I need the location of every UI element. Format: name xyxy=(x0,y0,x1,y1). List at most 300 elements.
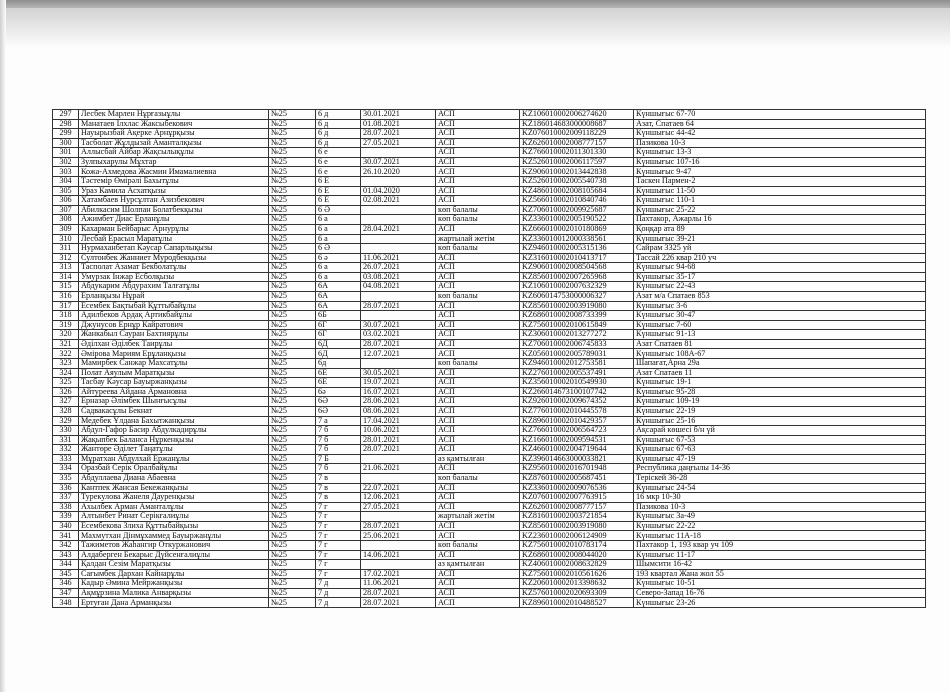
class-name-cell: 6 д xyxy=(316,110,361,120)
benefit-category-cell: АСП xyxy=(436,110,520,120)
row-number-cell: 347 xyxy=(53,588,79,598)
class-name-cell: 6Ә xyxy=(316,397,361,407)
row-number-cell: 338 xyxy=(53,502,79,512)
payment-date-cell: 10.06.2021 xyxy=(361,426,436,436)
table-row xyxy=(53,320,926,330)
home-address-cell: Күншығыс 9-47 xyxy=(634,167,926,177)
home-address-cell: Күншығыс 3-6 xyxy=(634,301,926,311)
row-number-cell: 309 xyxy=(53,224,79,234)
bank-account-cell: KZ356010002010549930 xyxy=(520,378,634,388)
student-name-cell: Нурмаханбетап Кәусар Сапарлықызы xyxy=(79,244,269,254)
school-number-cell: №25 xyxy=(269,359,316,369)
benefit-category-cell: АСП xyxy=(436,167,520,177)
home-address-cell: Күншығыс 10-51 xyxy=(634,579,926,589)
student-name-cell: Алтынбет Ринат Серікғалиұлы xyxy=(79,512,269,522)
class-name-cell: 6Б xyxy=(316,311,361,321)
class-name-cell: 6А xyxy=(316,301,361,311)
benefit-category-cell: АСП xyxy=(436,493,520,503)
home-address-cell: 193 квартал Жана жол 55 xyxy=(634,569,926,579)
school-number-cell: №25 xyxy=(269,282,316,292)
student-name-cell: Лесбай Ерасыл Маратұлы xyxy=(79,234,269,244)
class-name-cell: 7 б xyxy=(316,445,361,455)
home-address-cell: Күншығыс 25-16 xyxy=(634,416,926,426)
payment-date-cell xyxy=(361,454,436,464)
school-number-cell: №25 xyxy=(269,196,316,206)
bank-account-cell: KZ166010002009594531 xyxy=(520,435,634,445)
payment-date-cell: 12.06.2021 xyxy=(361,493,436,503)
row-number-cell: 319 xyxy=(53,320,79,330)
row-number-cell: 327 xyxy=(53,397,79,407)
bank-account-cell: KZ406010002008632829 xyxy=(520,560,634,570)
table-row xyxy=(53,301,926,311)
school-number-cell: №25 xyxy=(269,320,316,330)
payment-date-cell xyxy=(361,512,436,522)
payment-date-cell: 28.04.2021 xyxy=(361,224,436,234)
table-row xyxy=(53,454,926,464)
student-name-cell: Тәстемір Өмірәлі Бахытұлы xyxy=(79,177,269,187)
student-name-cell: Ажимбет Диас Ерланұлы xyxy=(79,215,269,225)
table-row xyxy=(53,330,926,340)
benefit-category-cell: АСП xyxy=(436,129,520,139)
home-address-cell: Азат Спатаев 11 xyxy=(634,368,926,378)
student-name-cell: Султонбек Жанниет Муродбекқызы xyxy=(79,253,269,263)
payment-date-cell: 28.06.2021 xyxy=(361,397,436,407)
benefit-category-cell: АСП xyxy=(436,521,520,531)
payment-date-cell: 26.07.2021 xyxy=(361,263,436,273)
table-row xyxy=(53,521,926,531)
school-number-cell: №25 xyxy=(269,426,316,436)
row-number-cell: 305 xyxy=(53,186,79,196)
benefit-category-cell: АСП xyxy=(436,138,520,148)
home-address-cell: Күншығыс 22-19 xyxy=(634,406,926,416)
row-number-cell: 304 xyxy=(53,177,79,187)
class-name-cell: 6 а xyxy=(316,215,361,225)
row-number-cell: 310 xyxy=(53,234,79,244)
school-number-cell: №25 xyxy=(269,368,316,378)
row-number-cell: 303 xyxy=(53,167,79,177)
school-number-cell: №25 xyxy=(269,483,316,493)
benefit-category-cell: АСП xyxy=(436,119,520,129)
row-number-cell: 298 xyxy=(53,119,79,129)
payment-date-cell xyxy=(361,234,436,244)
table-row xyxy=(53,569,926,579)
student-name-cell: Әмірова Мариям Ерұланқызы xyxy=(79,349,269,359)
payment-date-cell: 30.01.2021 xyxy=(361,110,436,120)
benefit-category-cell: АСП xyxy=(436,426,520,436)
benefit-category-cell: АСП xyxy=(436,464,520,474)
table-row xyxy=(53,541,926,551)
student-name-cell: Умурзак Інжар Есболқызы xyxy=(79,272,269,282)
bank-account-cell: KZ316010002010413717 xyxy=(520,253,634,263)
benefit-category-cell: АСП xyxy=(436,349,520,359)
home-address-cell: Күншығыс 67-63 xyxy=(634,445,926,455)
table-row xyxy=(53,483,926,493)
class-name-cell: 7 г xyxy=(316,512,361,522)
table-row xyxy=(53,224,926,234)
student-name-cell: Оразбай Серік Оралбайұлы xyxy=(79,464,269,474)
benefit-category-cell: АСП xyxy=(436,320,520,330)
school-number-cell: №25 xyxy=(269,588,316,598)
class-name-cell: 6Г xyxy=(316,320,361,330)
school-number-cell: №25 xyxy=(269,598,316,608)
row-number-cell: 345 xyxy=(53,569,79,579)
student-name-cell: Науырызбай Ақерке Арнұрқызы xyxy=(79,129,269,139)
benefit-category-cell: АСП xyxy=(436,339,520,349)
table-row xyxy=(53,387,926,397)
school-number-cell: №25 xyxy=(269,167,316,177)
school-number-cell: №25 xyxy=(269,301,316,311)
payment-date-cell: 12.07.2021 xyxy=(361,349,436,359)
home-address-cell: Күншығыс 24-54 xyxy=(634,483,926,493)
class-name-cell: 7 д xyxy=(316,579,361,589)
payment-date-cell: 28.07.2021 xyxy=(361,521,436,531)
home-address-cell: Северо-Запад 16-76 xyxy=(634,588,926,598)
payment-date-cell xyxy=(361,177,436,187)
page-fold-shadow xyxy=(0,8,950,48)
benefit-category-cell: АСП xyxy=(436,148,520,158)
benefit-category-cell: АСП xyxy=(436,588,520,598)
home-address-cell: Ақсарай көшесі б/н үй xyxy=(634,426,926,436)
row-number-cell: 320 xyxy=(53,330,79,340)
bank-account-cell: KZ336010002005190522 xyxy=(520,215,634,225)
bank-account-cell: KZ056010002005789031 xyxy=(520,349,634,359)
payment-date-cell: 02.08.2021 xyxy=(361,196,436,206)
bank-account-cell: KZ266014673100107742 xyxy=(520,387,634,397)
benefit-category-cell: АСП xyxy=(436,368,520,378)
benefit-category-cell: АСП xyxy=(436,502,520,512)
row-number-cell: 326 xyxy=(53,387,79,397)
row-number-cell: 323 xyxy=(53,359,79,369)
benefit-category-cell: АСП xyxy=(436,311,520,321)
school-number-cell: №25 xyxy=(269,541,316,551)
table-row xyxy=(53,272,926,282)
student-name-cell: Есембекова Злиха Құттыбайқызы xyxy=(79,521,269,531)
payment-date-cell: 01.04.2020 xyxy=(361,186,436,196)
benefit-category-cell: АСП xyxy=(436,330,520,340)
benefit-category-cell: АСП xyxy=(436,569,520,579)
class-name-cell: 6 е xyxy=(316,157,361,167)
class-name-cell: 6Е xyxy=(316,368,361,378)
home-address-cell: Күншығыс 22-43 xyxy=(634,282,926,292)
class-name-cell: 7 г xyxy=(316,502,361,512)
school-number-cell: №25 xyxy=(269,234,316,244)
row-number-cell: 341 xyxy=(53,531,79,541)
school-number-cell: №25 xyxy=(269,531,316,541)
table-row xyxy=(53,186,926,196)
class-name-cell: 6 Е xyxy=(316,186,361,196)
benefit-category-cell: АСП xyxy=(436,301,520,311)
payment-date-cell: 28.07.2021 xyxy=(361,339,436,349)
bank-account-cell: KZ686010002008733399 xyxy=(520,311,634,321)
class-name-cell: 6Е xyxy=(316,378,361,388)
bank-account-cell: KZ956010002016701948 xyxy=(520,464,634,474)
table-body xyxy=(53,110,926,608)
school-number-cell: №25 xyxy=(269,387,316,397)
student-name-cell: Алдаберген Бекарыс Дүйсенғалиұлы xyxy=(79,550,269,560)
school-number-cell: №25 xyxy=(269,464,316,474)
student-name-cell: Мамирбек Санжар Махсатұлы xyxy=(79,359,269,369)
row-number-cell: 315 xyxy=(53,282,79,292)
home-address-cell: Күншығыс 11А-18 xyxy=(634,531,926,541)
table-row xyxy=(53,129,926,139)
benefit-category-cell: АСП xyxy=(436,483,520,493)
class-name-cell: 6А xyxy=(316,282,361,292)
student-name-cell: Тасполат Азамат Бекболатұлы xyxy=(79,263,269,273)
payment-date-cell: 30.05.2021 xyxy=(361,368,436,378)
home-address-cell: Күншығыс 11-17 xyxy=(634,550,926,560)
payment-date-cell xyxy=(361,205,436,215)
table-row xyxy=(53,579,926,589)
student-name-cell: Тасболат Жұлдызай Аманталқызы xyxy=(79,138,269,148)
row-number-cell: 314 xyxy=(53,272,79,282)
student-name-cell: Айтуреева Айдана Армановна xyxy=(79,387,269,397)
home-address-cell: Күншығыс 35-17 xyxy=(634,272,926,282)
row-number-cell: 316 xyxy=(53,291,79,301)
table-row xyxy=(53,560,926,570)
table-row xyxy=(53,234,926,244)
class-name-cell: 7 г xyxy=(316,541,361,551)
bank-account-cell: KZ466010002004719644 xyxy=(520,445,634,455)
benefit-category-cell: көп балалы xyxy=(436,215,520,225)
row-number-cell: 340 xyxy=(53,521,79,531)
payment-date-cell xyxy=(361,359,436,369)
row-number-cell: 334 xyxy=(53,464,79,474)
payment-date-cell xyxy=(361,560,436,570)
student-name-cell: Садвакасұлы Бекнат xyxy=(79,406,269,416)
table-row xyxy=(53,473,926,483)
student-name-cell: Зулпыхарулы Мұхтар xyxy=(79,157,269,167)
class-name-cell: 7 б xyxy=(316,435,361,445)
row-number-cell: 346 xyxy=(53,579,79,589)
home-address-cell: Пахтакор 1, 193 квар уч 109 xyxy=(634,541,926,551)
student-name-cell: Джунусов Ернұр Кайратович xyxy=(79,320,269,330)
class-name-cell: 7 в xyxy=(316,493,361,503)
bank-account-cell: KZ816010002003721854 xyxy=(520,512,634,522)
school-number-cell: №25 xyxy=(269,550,316,560)
school-number-cell: №25 xyxy=(269,445,316,455)
home-address-cell: Пазикова 10-3 xyxy=(634,502,926,512)
benefit-category-cell: көп балалы xyxy=(436,359,520,369)
payment-date-cell: 03.08.2021 xyxy=(361,272,436,282)
school-number-cell: №25 xyxy=(269,311,316,321)
home-address-cell: Күншығыс 30-47 xyxy=(634,311,926,321)
benefit-category-cell: АСП xyxy=(436,387,520,397)
student-name-cell: Есембек Бақтыбай Құттыбайұлы xyxy=(79,301,269,311)
table-row xyxy=(53,282,926,292)
table-row xyxy=(53,550,926,560)
bank-account-cell: KZ606014753000006327 xyxy=(520,291,634,301)
home-address-cell: Шымсити 16-42 xyxy=(634,560,926,570)
school-number-cell: №25 xyxy=(269,215,316,225)
class-name-cell: 6 д xyxy=(316,119,361,129)
row-number-cell: 325 xyxy=(53,378,79,388)
bank-account-cell: KZ896010002010429357 xyxy=(520,416,634,426)
benefit-category-cell: көп балалы xyxy=(436,541,520,551)
bank-account-cell: KZ566010002010840746 xyxy=(520,196,634,206)
payment-date-cell: 08.06.2021 xyxy=(361,406,436,416)
benefit-category-cell: көп балалы xyxy=(436,473,520,483)
bank-account-cell: KZ336010002009076536 xyxy=(520,483,634,493)
bank-account-cell: KZ776010002010445578 xyxy=(520,406,634,416)
school-number-cell: №25 xyxy=(269,512,316,522)
school-number-cell: №25 xyxy=(269,579,316,589)
row-number-cell: 329 xyxy=(53,416,79,426)
row-number-cell: 297 xyxy=(53,110,79,120)
home-address-cell: Республика даңғылы 14-36 xyxy=(634,464,926,474)
home-address-cell: Күншығыс 107-16 xyxy=(634,157,926,167)
student-name-cell: Ақмұрзина Малика Анварқызы xyxy=(79,588,269,598)
table-row xyxy=(53,110,926,120)
bank-account-cell: KZ526010002005540738 xyxy=(520,177,634,187)
row-number-cell: 317 xyxy=(53,301,79,311)
bank-account-cell: KZ766010002011301330 xyxy=(520,148,634,158)
home-address-cell: Күншығыс 11-50 xyxy=(634,186,926,196)
table-row xyxy=(53,445,926,455)
table-row xyxy=(53,138,926,148)
school-number-cell: №25 xyxy=(269,493,316,503)
class-name-cell: 6А xyxy=(316,291,361,301)
row-number-cell: 324 xyxy=(53,368,79,378)
benefit-category-cell: АСП xyxy=(436,579,520,589)
home-address-cell: Күншығыс 25-22 xyxy=(634,205,926,215)
table-row xyxy=(53,464,926,474)
school-number-cell: №25 xyxy=(269,406,316,416)
benefit-category-cell: АСП xyxy=(436,378,520,388)
bank-account-cell: KZ626010002008777157 xyxy=(520,138,634,148)
row-number-cell: 336 xyxy=(53,483,79,493)
class-name-cell: 6 д xyxy=(316,129,361,139)
table-row xyxy=(53,148,926,158)
bank-account-cell: KZ106010002007632329 xyxy=(520,282,634,292)
bank-account-cell: KZ576010002020693309 xyxy=(520,588,634,598)
row-number-cell: 335 xyxy=(53,473,79,483)
class-name-cell: 6 Ә xyxy=(316,205,361,215)
bank-account-cell: KZ276010002005537491 xyxy=(520,368,634,378)
bank-account-cell: KZ106010002006274620 xyxy=(520,110,634,120)
benefit-category-cell: көп балалы xyxy=(436,291,520,301)
benefit-category-cell: көп балалы xyxy=(436,205,520,215)
home-address-cell: Күншығыс 19-1 xyxy=(634,378,926,388)
table-row xyxy=(53,263,926,273)
row-number-cell: 300 xyxy=(53,138,79,148)
payment-date-cell: 28.01.2021 xyxy=(361,435,436,445)
bank-account-cell: KZ706010002009925687 xyxy=(520,205,634,215)
school-number-cell: №25 xyxy=(269,263,316,273)
student-name-cell: Ертуған Дана Арманқызы xyxy=(79,598,269,608)
class-name-cell: 6 Ә xyxy=(316,244,361,254)
home-address-cell: Азат м/а Спатаев 853 xyxy=(634,291,926,301)
table-row xyxy=(53,435,926,445)
school-number-cell: №25 xyxy=(269,435,316,445)
student-name-cell: Кахарман Бейбарыс Арнурұлы xyxy=(79,224,269,234)
bank-account-cell: KZ756010002010615849 xyxy=(520,320,634,330)
row-number-cell: 343 xyxy=(53,550,79,560)
bank-account-cell: KZ906010002008504568 xyxy=(520,263,634,273)
home-address-cell: Таскен Пармен-2 xyxy=(634,177,926,187)
benefit-category-cell: АСП xyxy=(436,157,520,167)
student-name-cell: Медебек Ұлдана Бахытжанқызы xyxy=(79,416,269,426)
payment-date-cell: 28.07.2021 xyxy=(361,301,436,311)
bank-account-cell: KZ756010002010561626 xyxy=(520,569,634,579)
home-address-cell: Күншығыс 44-42 xyxy=(634,129,926,139)
benefit-category-cell: АСП xyxy=(436,445,520,455)
table-row xyxy=(53,119,926,129)
payment-date-cell: 01.08.2021 xyxy=(361,119,436,129)
class-name-cell: 6Г xyxy=(316,330,361,340)
home-address-cell: Күншығыс 110-1 xyxy=(634,196,926,206)
row-number-cell: 313 xyxy=(53,263,79,273)
benefit-category-cell: жартылай жетім xyxy=(436,512,520,522)
home-address-cell: Сайрам 3325 уй xyxy=(634,244,926,254)
student-name-cell: Мұратхан Абдулхай Ержанұлы xyxy=(79,454,269,464)
class-name-cell: 6 д xyxy=(316,138,361,148)
payment-date-cell: 14.06.2021 xyxy=(361,550,436,560)
school-number-cell: №25 xyxy=(269,521,316,531)
student-register-table xyxy=(52,109,926,608)
home-address-cell: Күншығыс 108А-67 xyxy=(634,349,926,359)
benefit-category-cell: АСП xyxy=(436,196,520,206)
student-name-cell: Тасбау Кәусар Бауыржанқызы xyxy=(79,378,269,388)
home-address-cell: Күншығыс 23-26 xyxy=(634,598,926,608)
benefit-category-cell: АСП xyxy=(436,282,520,292)
bank-account-cell: KZ076010002009118229 xyxy=(520,129,634,139)
home-address-cell: Тассай 226 квар 210 уч xyxy=(634,253,926,263)
bank-account-cell: KZ666010002010180869 xyxy=(520,224,634,234)
student-name-cell: Тажиметов Жаһангир Откуржанович xyxy=(79,541,269,551)
class-name-cell: 6 ә xyxy=(316,253,361,263)
row-number-cell: 333 xyxy=(53,454,79,464)
bank-account-cell: KZ926010002009674352 xyxy=(520,397,634,407)
row-number-cell: 299 xyxy=(53,129,79,139)
benefit-category-cell: аз қамтылған xyxy=(436,454,520,464)
row-number-cell: 308 xyxy=(53,215,79,225)
row-number-cell: 311 xyxy=(53,244,79,254)
benefit-category-cell: жартылай жетім xyxy=(436,234,520,244)
student-name-cell: Жанкабыл Сауран Бахтиярұлы xyxy=(79,330,269,340)
home-address-cell: Күншығыс 67-70 xyxy=(634,110,926,120)
home-address-cell: Күншығыс 22-22 xyxy=(634,521,926,531)
payment-date-cell xyxy=(361,244,436,254)
student-name-cell: Кадыр Әмина Мейржанқызы xyxy=(79,579,269,589)
payment-date-cell: 28.07.2021 xyxy=(361,129,436,139)
class-name-cell: 6ә xyxy=(316,387,361,397)
row-number-cell: 344 xyxy=(53,560,79,570)
student-name-cell: Жақыпбек Баланса Нұркенқызы xyxy=(79,435,269,445)
bank-account-cell: KZ706010002006745833 xyxy=(520,339,634,349)
benefit-category-cell: АСП xyxy=(436,253,520,263)
row-number-cell: 342 xyxy=(53,541,79,551)
student-name-cell: Адилбеков Ардақ Артикбайұлы xyxy=(79,311,269,321)
student-name-cell: Қалдан Сезім Маратқызы xyxy=(79,560,269,570)
payment-date-cell: 11.06.2021 xyxy=(361,253,436,263)
bank-account-cell: KZ486010002008105684 xyxy=(520,186,634,196)
school-number-cell: №25 xyxy=(269,454,316,464)
row-number-cell: 332 xyxy=(53,445,79,455)
table-row xyxy=(53,349,926,359)
payment-date-cell: 30.07.2021 xyxy=(361,157,436,167)
payment-date-cell: 16.07.2021 xyxy=(361,387,436,397)
school-number-cell: №25 xyxy=(269,224,316,234)
class-name-cell: 6 Е xyxy=(316,177,361,187)
school-number-cell: №25 xyxy=(269,177,316,187)
table-row xyxy=(53,205,926,215)
benefit-category-cell: АСП xyxy=(436,550,520,560)
table-row xyxy=(53,406,926,416)
student-name-cell: Әділхан Әділбек Таирұлы xyxy=(79,339,269,349)
table-row xyxy=(53,244,926,254)
class-name-cell: 6д xyxy=(316,359,361,369)
table-row xyxy=(53,177,926,187)
